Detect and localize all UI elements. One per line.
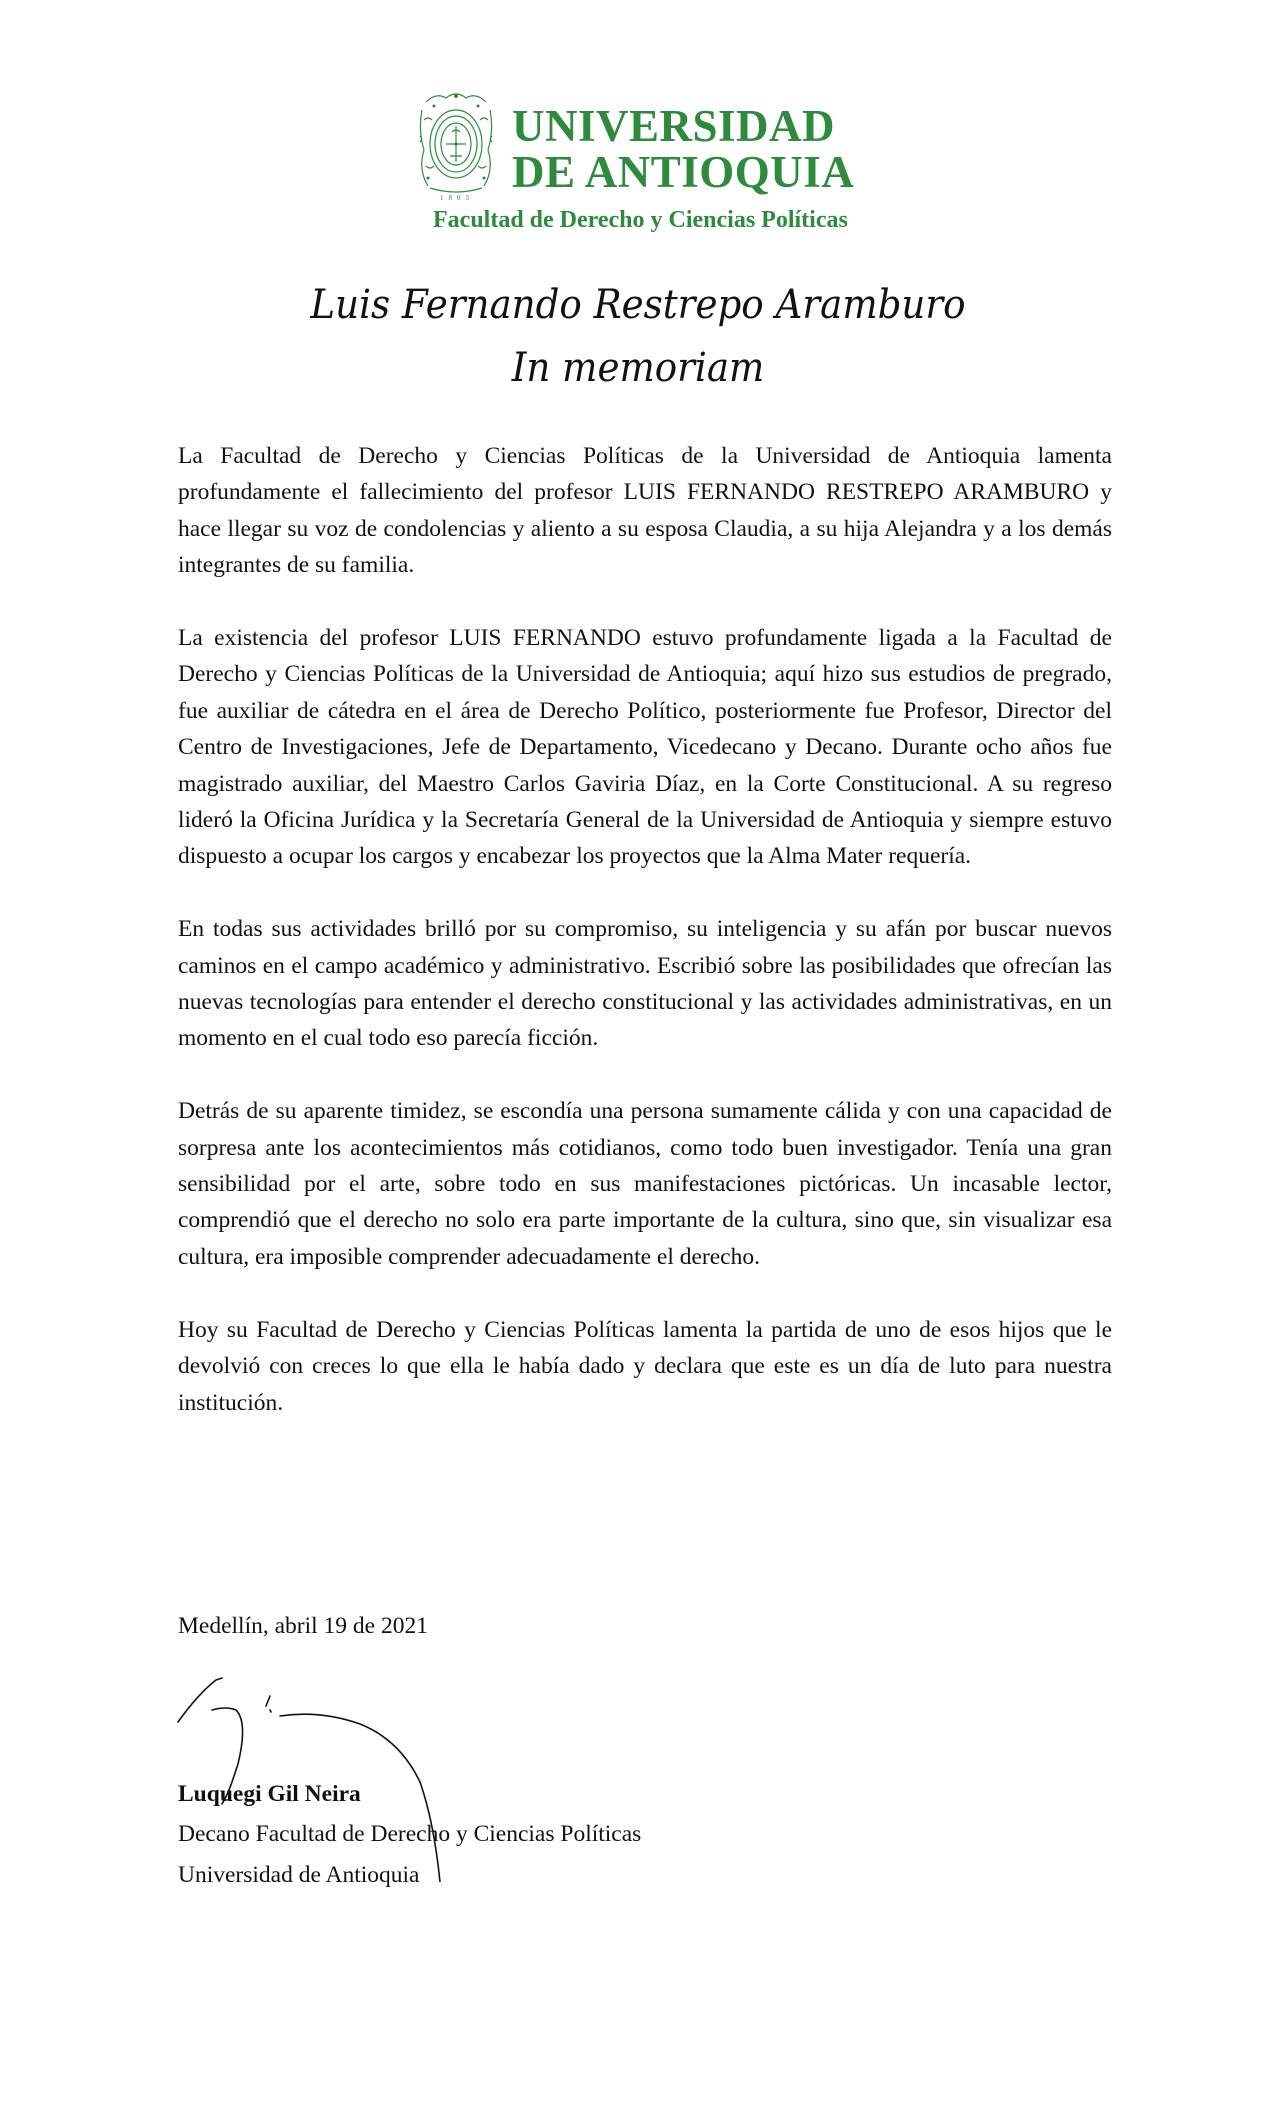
paragraph: Detrás de su aparente timidez, se escondía una persona sumamente cálida y con una capacidad de sorpresa ante los acontecimientos más cotidianos, como todo buen investigador. Tenía una gran sensibilidad por el arte, sobre todo en sus manifestaciones pictóricas. Un incasable lector, comprendió que el derecho no solo era parte importante de la cultura, sino que, sin visualizar esa cultura, era imposible comprender adecuadamente el derecho.: [178, 1098, 1112, 1270]
letter-date: Medellín, abril 19 de 2021: [178, 1613, 428, 1639]
letter-body: [178, 438, 1112, 1457]
university-name-line1: UNIVERSIDAD: [512, 101, 836, 151]
university-name-line2: DE ANTIOQUIA: [512, 147, 855, 197]
paragraph: La existencia del profesor LUIS FERNANDO estuvo profundamente ligada a la Facultad de Derecho y Ciencias Políticas de la Universidad de Antioquia; aquí hizo sus estudios de pregrado, fue auxiliar de cátedra en el área de Derecho Político, posteriormente fue Profesor, Director del Centro de Investigaciones, Jefe de Departamento, Vicedecano y Decano. Durante ocho años fue magistrado auxiliar, del Maestro Carlos Gaviria Díaz, en la Corte Constitucional. A su regreso lideró la Oficina Jurídica y la Secretaría General de la Universidad de Antioquia y siempre estuvo dispuesto a ocupar los cargos y encabezar los proyectos que la Alma Mater requería.: [178, 625, 1112, 870]
paragraph: Hoy su Facultad de Derecho y Ciencias Políticas lamenta la partida de uno de esos hijos que le devolvió con creces lo que ella le había dado y declara que este es un día de luto para nuestra institución.: [178, 1316, 1112, 1416]
paragraph: La Facultad de Derecho y Ciencias Políticas de la Universidad de Antioquia lamenta profundamente el fallecimiento del profesor LUIS FERNANDO RESTREPO ARAMBURO y hace llegar su voz de condolencias y aliento a su esposa Claudia, a su hija Alejandra y a los demás integrantes de su familia.: [178, 443, 1112, 579]
faculty-name: Facultad de Derecho y Ciencias Políticas: [433, 207, 848, 233]
paragraph: En todas sus actividades brilló por su compromiso, su inteligencia y su afán por buscar nuevos caminos en el campo académico y administrativo. Escribió sobre las posibilidades que ofrecían las nuevas tecnologías para entender el derecho constitucional y las actividades administrativas, en un momento en el cual todo eso parecía ficción.: [178, 916, 1112, 1052]
signer-name: Luquegi Gil Neira: [178, 1781, 361, 1807]
university-logo: [414, 88, 884, 238]
signature-block: [178, 1776, 641, 1894]
seal-year: 1803: [440, 194, 474, 202]
page-title: Luis Fernando Restrepo Aramburo: [310, 282, 966, 328]
signer-institution: Universidad de Antioquia: [178, 1862, 420, 1888]
signer-role: Decano Facultad de Derecho y Ciencias Políticas: [178, 1821, 642, 1847]
university-seal-icon: [416, 90, 496, 196]
page-subtitle: In memoriam: [511, 345, 765, 391]
